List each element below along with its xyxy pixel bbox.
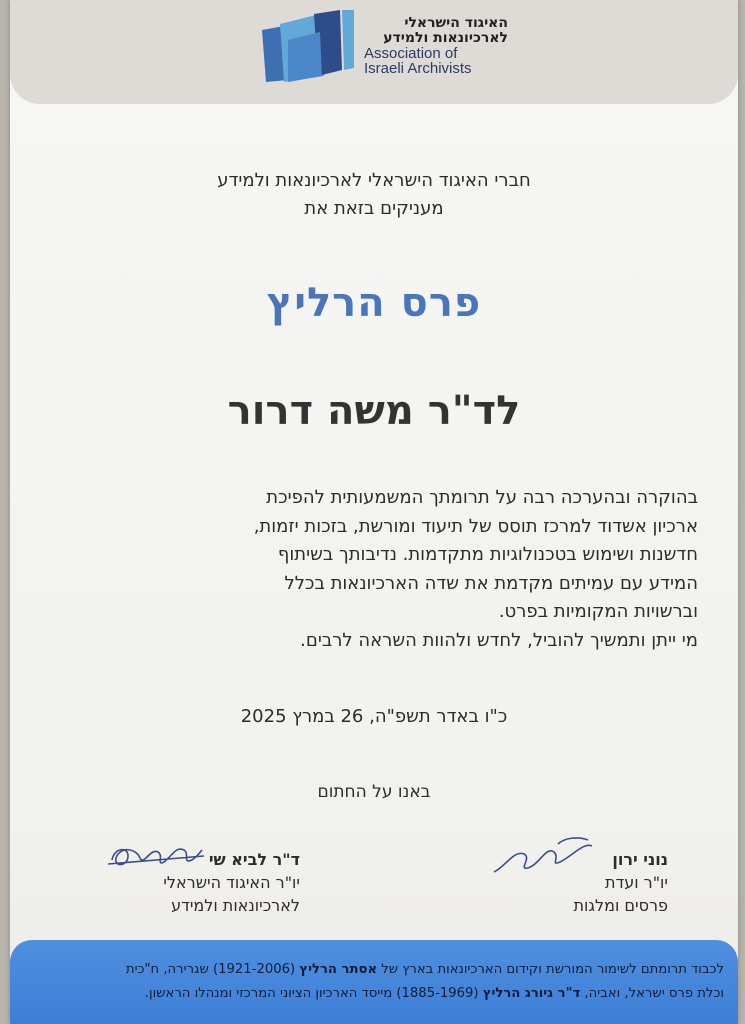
citation-line: המידע עם עמיתים מקדמת את שדה הארכיונאות בכלל — [284, 572, 698, 594]
signatory-title: יו"ר ועדת — [604, 873, 668, 892]
footer-name-georg: ד"ר גיורג הרליץ — [482, 986, 581, 1001]
archive-building-logo-icon — [258, 10, 358, 90]
footer-name-esther: אסתר הרליץ — [299, 962, 378, 977]
citation-line: ארכיון אשדוד למרכז תוסס של תיעוד ומורשת, בזכות יזמות, — [253, 515, 698, 537]
footer-dedication — [14, 958, 724, 1006]
logo-hebrew-line1: האיגוד הישראלי — [404, 15, 508, 31]
footer-text-segment: לכבוד תרומתם לשימור המורשת וקידום הארכיונאות בארץ של — [377, 962, 724, 977]
footer-text-segment: (1921-2006) שגרירה, ח"כית — [125, 962, 300, 977]
citation-line: חדשנות ושימוש בטכנולוגיות מתקדמות. נדיבותך בשיתוף — [277, 544, 698, 565]
prize-title: פרס הרליץ — [266, 280, 482, 326]
award-date: כ"ו באדר תשפ"ה, 26 במרץ 2025 — [240, 706, 508, 727]
intro-line-2: מעניקים בזאת את — [304, 198, 444, 219]
logo-english-line1: Association of — [364, 45, 458, 62]
citation-line: בהוקרה ובהערכה רבה על תרומתך המשמעותית להפיכת — [266, 487, 698, 508]
logo-english-line2: Israeli Archivists — [364, 60, 472, 77]
citation-text — [48, 484, 698, 655]
footer-text-segment: (1885-1969) מייסד הארכיון הציוני המרכזי ומנהלו הראשון. — [144, 986, 483, 1001]
header-band — [10, 0, 738, 104]
recipient-name: לד"ר משה דרור — [227, 388, 521, 434]
certificate-page — [10, 0, 738, 1024]
footer-line-1 — [14, 958, 724, 982]
signature-left-icon — [106, 838, 206, 874]
logo-text — [358, 16, 508, 76]
citation-line: וברשויות המקומיות בפרט. — [498, 601, 698, 622]
signatory-name: ד"ר לביא שי — [208, 850, 300, 869]
signatory-title: פרסים ומלגות — [573, 896, 668, 915]
footer-text-segment: וכלת פרס ישראל, ואביה, — [580, 986, 724, 1001]
intro-line-1: חברי האיגוד הישראלי לארכיונאות ולמידע — [217, 170, 531, 191]
logo-hebrew-line2: לארכיונאות ולמידע — [383, 30, 508, 46]
footer-line-2 — [14, 982, 724, 1006]
footer-band — [10, 940, 738, 1024]
signatory-title: יו"ר האיגוד הישראלי — [163, 873, 300, 892]
signature-right-icon — [488, 832, 598, 882]
association-logo — [258, 10, 518, 90]
citation-line: מי ייתן ותמשיך להוביל, לחדש ולהוות השראה לרבים. — [300, 629, 698, 651]
signed-label: באנו על החתום — [317, 782, 431, 802]
signatory-name: נוני ירון — [612, 850, 668, 869]
signatory-title: לארכיונאות ולמידע — [171, 896, 300, 915]
